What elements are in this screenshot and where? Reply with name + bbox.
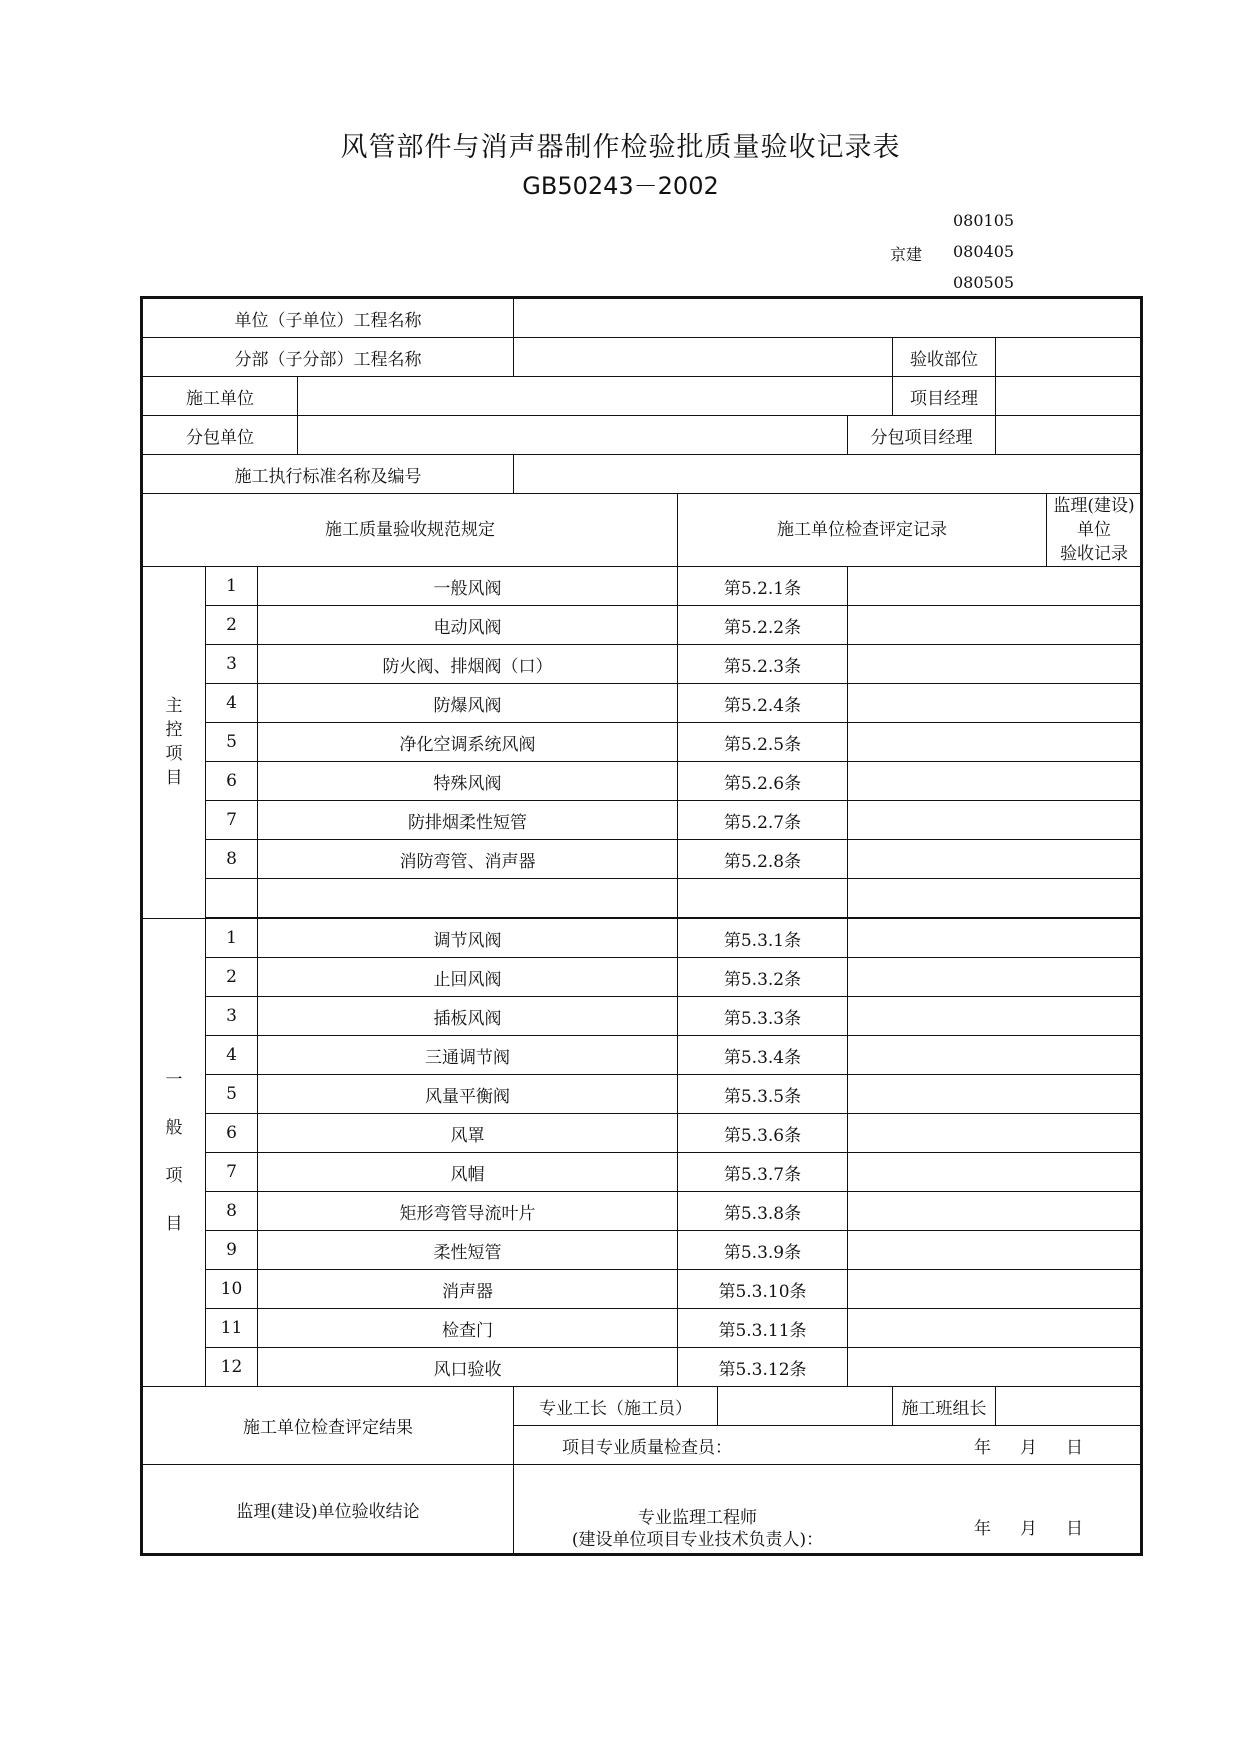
project-manager-label: 项目经理 xyxy=(893,377,996,416)
inspector-date-label: 年 月 日 xyxy=(974,1438,1089,1458)
general-item-name: 风帽 xyxy=(258,1153,678,1192)
general-item-check-record[interactable] xyxy=(848,918,1142,958)
general-item-name: 风口验收 xyxy=(258,1348,678,1387)
general-item-check-record[interactable] xyxy=(848,1153,1142,1192)
jingjian-label: 京建 xyxy=(890,245,923,264)
main-item-no: 2 xyxy=(206,606,258,645)
form-code-3: 080505 xyxy=(953,273,1015,292)
main-item-clause: 第5.2.8条 xyxy=(678,840,848,879)
supervision-header-line-2: 验收记录 xyxy=(1060,544,1128,564)
spec-column-header: 施工质量验收规范规定 xyxy=(142,494,678,567)
main-item-check-record[interactable] xyxy=(848,645,1142,684)
unit-project-value[interactable] xyxy=(514,298,1142,338)
general-item-check-record[interactable] xyxy=(848,1192,1142,1231)
construction-unit-label: 施工单位 xyxy=(142,377,298,416)
supervision-header-line-1: 监理(建设)单位 xyxy=(1053,496,1135,540)
main-item-clause-empty[interactable] xyxy=(678,879,848,919)
main-item-check-record[interactable] xyxy=(848,801,1142,840)
sub-project-manager-value[interactable] xyxy=(996,416,1142,455)
general-item-no: 1 xyxy=(206,918,258,958)
main-item-name: 特殊风阀 xyxy=(258,762,678,801)
sub-project-label: 分部（子分部）工程名称 xyxy=(142,338,514,377)
general-item-no: 10 xyxy=(206,1270,258,1309)
general-item-name: 风罩 xyxy=(258,1114,678,1153)
general-item-clause: 第5.3.4条 xyxy=(678,1036,848,1075)
general-item-name: 矩形弯管导流叶片 xyxy=(258,1192,678,1231)
foreman-label: 专业工长（施工员） xyxy=(514,1387,718,1426)
foreman-value[interactable] xyxy=(718,1387,893,1426)
main-item-check-record[interactable] xyxy=(848,723,1142,762)
form-title: 风管部件与消声器制作检验批质量验收记录表 xyxy=(340,132,901,163)
general-item-check-record[interactable] xyxy=(848,997,1142,1036)
general-item-clause: 第5.3.5条 xyxy=(678,1075,848,1114)
main-item-name: 防爆风阀 xyxy=(258,684,678,723)
main-item-check-record[interactable] xyxy=(848,840,1142,879)
main-item-clause: 第5.2.7条 xyxy=(678,801,848,840)
general-item-clause: 第5.3.6条 xyxy=(678,1114,848,1153)
general-item-check-record[interactable] xyxy=(848,958,1142,997)
general-item-clause: 第5.3.12条 xyxy=(678,1348,848,1387)
subcontract-unit-label: 分包单位 xyxy=(142,416,298,455)
main-item-check-record[interactable] xyxy=(848,684,1142,723)
check-column-header: 施工单位检查评定记录 xyxy=(678,494,1047,567)
main-item-no: 4 xyxy=(206,684,258,723)
main-item-clause: 第5.2.6条 xyxy=(678,762,848,801)
main-item-name: 净化空调系统风阀 xyxy=(258,723,678,762)
supervision-conclusion-label: 监理(建设)单位验收结论 xyxy=(142,1465,514,1555)
form-code-2: 080405 xyxy=(953,242,1015,261)
general-item-check-record[interactable] xyxy=(848,1270,1142,1309)
main-item-check-record[interactable] xyxy=(848,879,1142,919)
general-item-no: 2 xyxy=(206,958,258,997)
general-item-no: 9 xyxy=(206,1231,258,1270)
supervision-date-label: 年 月 日 xyxy=(974,1519,1089,1539)
general-item-name: 风量平衡阀 xyxy=(258,1075,678,1114)
acceptance-record-table xyxy=(140,296,1143,1556)
general-item-no: 6 xyxy=(206,1114,258,1153)
main-item-no: 5 xyxy=(206,723,258,762)
quality-inspector-label: 项目专业质量检查员： xyxy=(562,1438,732,1458)
general-item-clause: 第5.3.10条 xyxy=(678,1270,848,1309)
main-item-no: 1 xyxy=(206,567,258,606)
team-leader-label: 施工班组长 xyxy=(893,1387,996,1426)
standard-name-label: 施工执行标准名称及编号 xyxy=(142,455,514,494)
main-item-name: 一般风阀 xyxy=(258,567,678,606)
main-item-no: 8 xyxy=(206,840,258,879)
main-item-no: 3 xyxy=(206,645,258,684)
general-item-check-record[interactable] xyxy=(848,1036,1142,1075)
form-code-1: 080105 xyxy=(953,211,1015,230)
general-item-name: 柔性短管 xyxy=(258,1231,678,1270)
general-item-check-record[interactable] xyxy=(848,1075,1142,1114)
general-item-no: 12 xyxy=(206,1348,258,1387)
main-item-clause: 第5.2.4条 xyxy=(678,684,848,723)
standard-code: GB50243－2002 xyxy=(522,172,719,200)
main-item-clause: 第5.2.2条 xyxy=(678,606,848,645)
main-item-name: 防火阀、排烟阀（口） xyxy=(258,645,678,684)
main-item-name: 消防弯管、消声器 xyxy=(258,840,678,879)
general-item-check-record[interactable] xyxy=(848,1231,1142,1270)
supervision-conclusion-sign-area[interactable] xyxy=(514,1465,1142,1555)
main-item-name: 电动风阀 xyxy=(258,606,678,645)
main-item-name-empty[interactable] xyxy=(258,879,678,919)
main-item-check-record[interactable] xyxy=(848,762,1142,801)
main-items-label: 主 控 项 目 xyxy=(142,567,206,919)
project-manager-value[interactable] xyxy=(996,377,1142,416)
subcontract-unit-value[interactable] xyxy=(298,416,848,455)
acceptance-part-label: 验收部位 xyxy=(893,338,996,377)
general-item-clause: 第5.3.8条 xyxy=(678,1192,848,1231)
general-item-clause: 第5.3.1条 xyxy=(678,918,848,958)
main-item-no-empty xyxy=(206,879,258,919)
general-item-name: 调节风阀 xyxy=(258,918,678,958)
general-item-clause: 第5.3.9条 xyxy=(678,1231,848,1270)
main-item-clause: 第5.2.5条 xyxy=(678,723,848,762)
main-item-name: 防排烟柔性短管 xyxy=(258,801,678,840)
general-item-check-record[interactable] xyxy=(848,1309,1142,1348)
construction-result-sign-area[interactable] xyxy=(514,1426,1142,1465)
main-item-clause: 第5.2.3条 xyxy=(678,645,848,684)
main-item-no: 7 xyxy=(206,801,258,840)
general-item-clause: 第5.3.2条 xyxy=(678,958,848,997)
general-item-clause: 第5.3.7条 xyxy=(678,1153,848,1192)
general-item-check-record[interactable] xyxy=(848,1114,1142,1153)
general-item-name: 三通调节阀 xyxy=(258,1036,678,1075)
general-item-clause: 第5.3.3条 xyxy=(678,997,848,1036)
general-item-no: 7 xyxy=(206,1153,258,1192)
main-item-no: 6 xyxy=(206,762,258,801)
general-item-no: 11 xyxy=(206,1309,258,1348)
general-item-name: 插板风阀 xyxy=(258,997,678,1036)
supervision-engineer-label: 专业监理工程师 (建设单位项目专业技术负责人)： xyxy=(571,1508,824,1550)
main-item-check-record[interactable] xyxy=(848,606,1142,645)
general-item-no: 5 xyxy=(206,1075,258,1114)
team-leader-value[interactable] xyxy=(996,1387,1142,1426)
sub-project-value[interactable] xyxy=(514,338,893,377)
main-item-check-record[interactable] xyxy=(848,567,1142,606)
sub-project-manager-label: 分包项目经理 xyxy=(848,416,996,455)
construction-result-label: 施工单位检查评定结果 xyxy=(142,1387,514,1465)
acceptance-part-value[interactable] xyxy=(996,338,1142,377)
general-item-no: 8 xyxy=(206,1192,258,1231)
general-items-label: 一 般 项 目 xyxy=(142,918,206,1387)
general-item-check-record[interactable] xyxy=(848,1348,1142,1387)
unit-project-label: 单位（子单位）工程名称 xyxy=(142,298,514,338)
supervision-column-header xyxy=(1047,494,1142,567)
general-item-clause: 第5.3.11条 xyxy=(678,1309,848,1348)
general-item-no: 3 xyxy=(206,997,258,1036)
general-item-name: 检查门 xyxy=(258,1309,678,1348)
construction-unit-value[interactable] xyxy=(298,377,893,416)
general-item-name: 消声器 xyxy=(258,1270,678,1309)
general-item-no: 4 xyxy=(206,1036,258,1075)
general-item-name: 止回风阀 xyxy=(258,958,678,997)
standard-name-value[interactable] xyxy=(514,455,1142,494)
main-item-clause: 第5.2.1条 xyxy=(678,567,848,606)
